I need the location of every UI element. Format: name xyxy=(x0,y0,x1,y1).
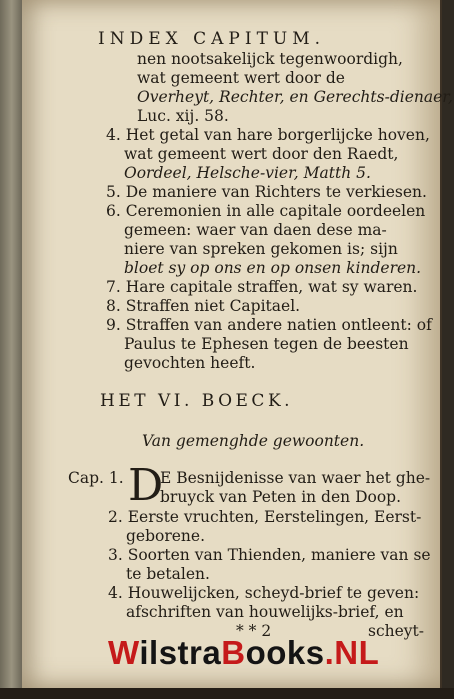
catchword: scheyt- xyxy=(368,622,425,640)
drop-cap: D xyxy=(128,460,164,511)
item-8: 8. Straffen niet Capitael. xyxy=(106,297,301,315)
item-5: 5. De maniere van Richters te verkiesen. xyxy=(106,183,427,201)
chapter-line-1: E Besnijdenisse van waer het ghe- xyxy=(160,469,431,487)
text-line-1: nen nootsakelijck tegenwoordigh, xyxy=(137,50,403,68)
item-4-cont-2: Oordeel, Helsche-vier, Matth 5. xyxy=(124,164,371,182)
bottom-shadow xyxy=(0,688,454,699)
text-line-4: Luc. xij. 58. xyxy=(137,107,229,125)
chapter-item-4-cont: afschriften van houwelijks-brief, en xyxy=(126,603,404,621)
chapter-item-2-cont: geborene. xyxy=(126,527,206,545)
chapter-line-2: bruyck van Peten in den Doop. xyxy=(160,488,402,506)
item-4: 4. Het getal van hare borgerlijcke hoven, xyxy=(106,126,430,144)
signature-mark: * * 2 xyxy=(236,622,272,640)
text-line-2: wat gemeent wert door de xyxy=(137,69,345,87)
book-heading: HET VI. BOECK. xyxy=(100,391,294,411)
item-6-cont-3: bloet sy op ons en op onsen kinderen. xyxy=(124,259,422,277)
watermark-logo: WilstraBooks.NL xyxy=(108,634,380,671)
item-9: 9. Straffen van andere natien ontleent: of xyxy=(106,316,432,334)
item-6-cont-1: gemeen: waer van daen dese ma- xyxy=(124,221,387,239)
item-9-cont-2: gevochten heeft. xyxy=(124,354,256,372)
item-6-cont-2: niere van spreken gekomen is; sijn xyxy=(124,240,398,258)
book-subtitle: Van gemenghde gewoonten. xyxy=(142,432,365,450)
chapter-item-3-cont: te betalen. xyxy=(126,565,210,583)
chapter-item-3: 3. Soorten van Thienden, maniere van se xyxy=(108,546,431,564)
chapter-item-4: 4. Houwelijcken, scheyd-brief te geven: xyxy=(108,584,420,602)
cap-label: Cap. 1. xyxy=(68,469,124,487)
item-7: 7. Hare capitale straffen, wat sy waren. xyxy=(106,278,418,296)
item-6: 6. Ceremonien in alle capitale oordeelen xyxy=(106,202,426,220)
text-line-3: Overheyt, Rechter, en Gerechts-dienaer, xyxy=(137,88,453,106)
item-9-cont-1: Paulus te Ephesen tegen de beesten xyxy=(124,335,409,353)
item-4-cont-1: wat gemeent wert door den Raedt, xyxy=(124,145,399,163)
running-header: INDEX CAPITUM. xyxy=(98,29,326,49)
chapter-item-2: 2. Eerste vruchten, Eerstelingen, Eerst- xyxy=(108,508,422,526)
